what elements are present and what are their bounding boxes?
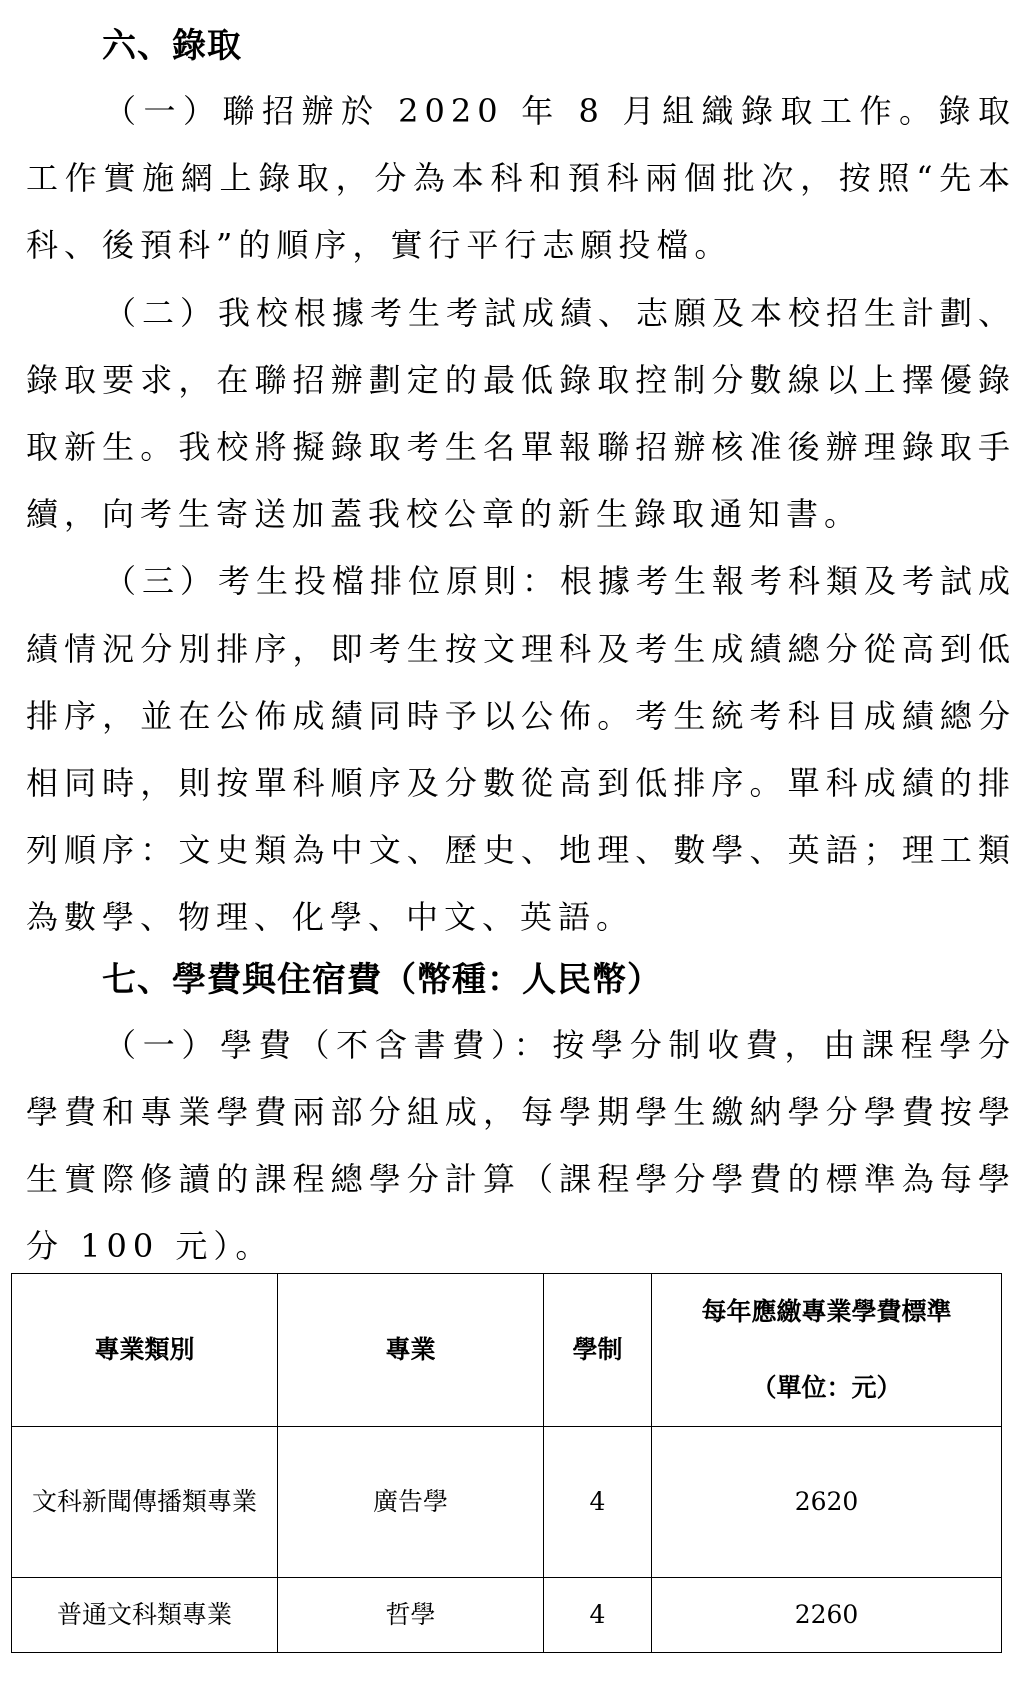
header-fee [652, 1274, 1002, 1427]
cell-years: 4 [544, 1427, 652, 1578]
header-major: 專業 [278, 1274, 544, 1427]
header-years: 學制 [544, 1274, 652, 1427]
table-row [12, 1578, 1002, 1653]
header-fee-unit: （單位：元） [751, 1373, 902, 1402]
table-row [12, 1427, 1002, 1578]
cell-category: 普通文科類專業 [12, 1578, 278, 1653]
fee-table-header-row [12, 1274, 1002, 1427]
document-body [26, 18, 1016, 1280]
section-heading-admission: 六、錄取 [102, 26, 242, 66]
header-fee-label: 每年應繳專業學費標準 [701, 1297, 952, 1326]
header-category: 專業類別 [12, 1274, 278, 1427]
cell-fee: 2260 [652, 1578, 1002, 1653]
fees-paragraph-1: （一）學費（不含書費）：按學分制收費，由課程學分學費和專業學費兩部分組成，每學期學生繳納學分學費按學生實際修讀的課程總學分計算（課程學分學費的標準為每學分 100 元）。 [26, 1025, 1016, 1266]
section-heading-fees: 七、學費與住宿費（幣種：人民幣） [102, 959, 662, 1000]
cell-years: 4 [544, 1578, 652, 1653]
fee-table [11, 1273, 1002, 1653]
cell-major: 哲學 [278, 1578, 544, 1653]
cell-category: 文科新聞傳播類專業 [12, 1427, 278, 1578]
cell-major: 廣告學 [278, 1427, 544, 1578]
admission-paragraph-2: （二）我校根據考生考試成績、志願及本校招生計劃、錄取要求，在聯招辦劃定的最低錄取控制分數線以上擇優錄取新生。我校將擬錄取考生名單報聯招辦核准後辦理錄取手續，向考生寄送加蓋我校公章的新生錄取通知書。 [26, 293, 1017, 534]
cell-fee: 2620 [652, 1427, 1002, 1578]
admission-paragraph-3: （三）考生投檔排位原則：根據考生報考科類及考試成績情況分別排序，即考生按文理科及考生成績總分從高到低排序，並在公佈成績同時予以公佈。考生統考科目成績總分相同時，則按單科順序及分數從高到低排序。單科成績的排列順序：文史類為中文、歷史、地理、數學、英語；理工類為數學、物理、化學、中文、英語。 [26, 562, 1017, 937]
admission-paragraph-1: （一）聯招辦於 2020 年 8 月組織錄取工作。錄取工作實施網上錄取，分為本科和預科兩個批次，按照“先本科、後預科”的順序，實行平行志願投檔。 [26, 92, 1016, 265]
